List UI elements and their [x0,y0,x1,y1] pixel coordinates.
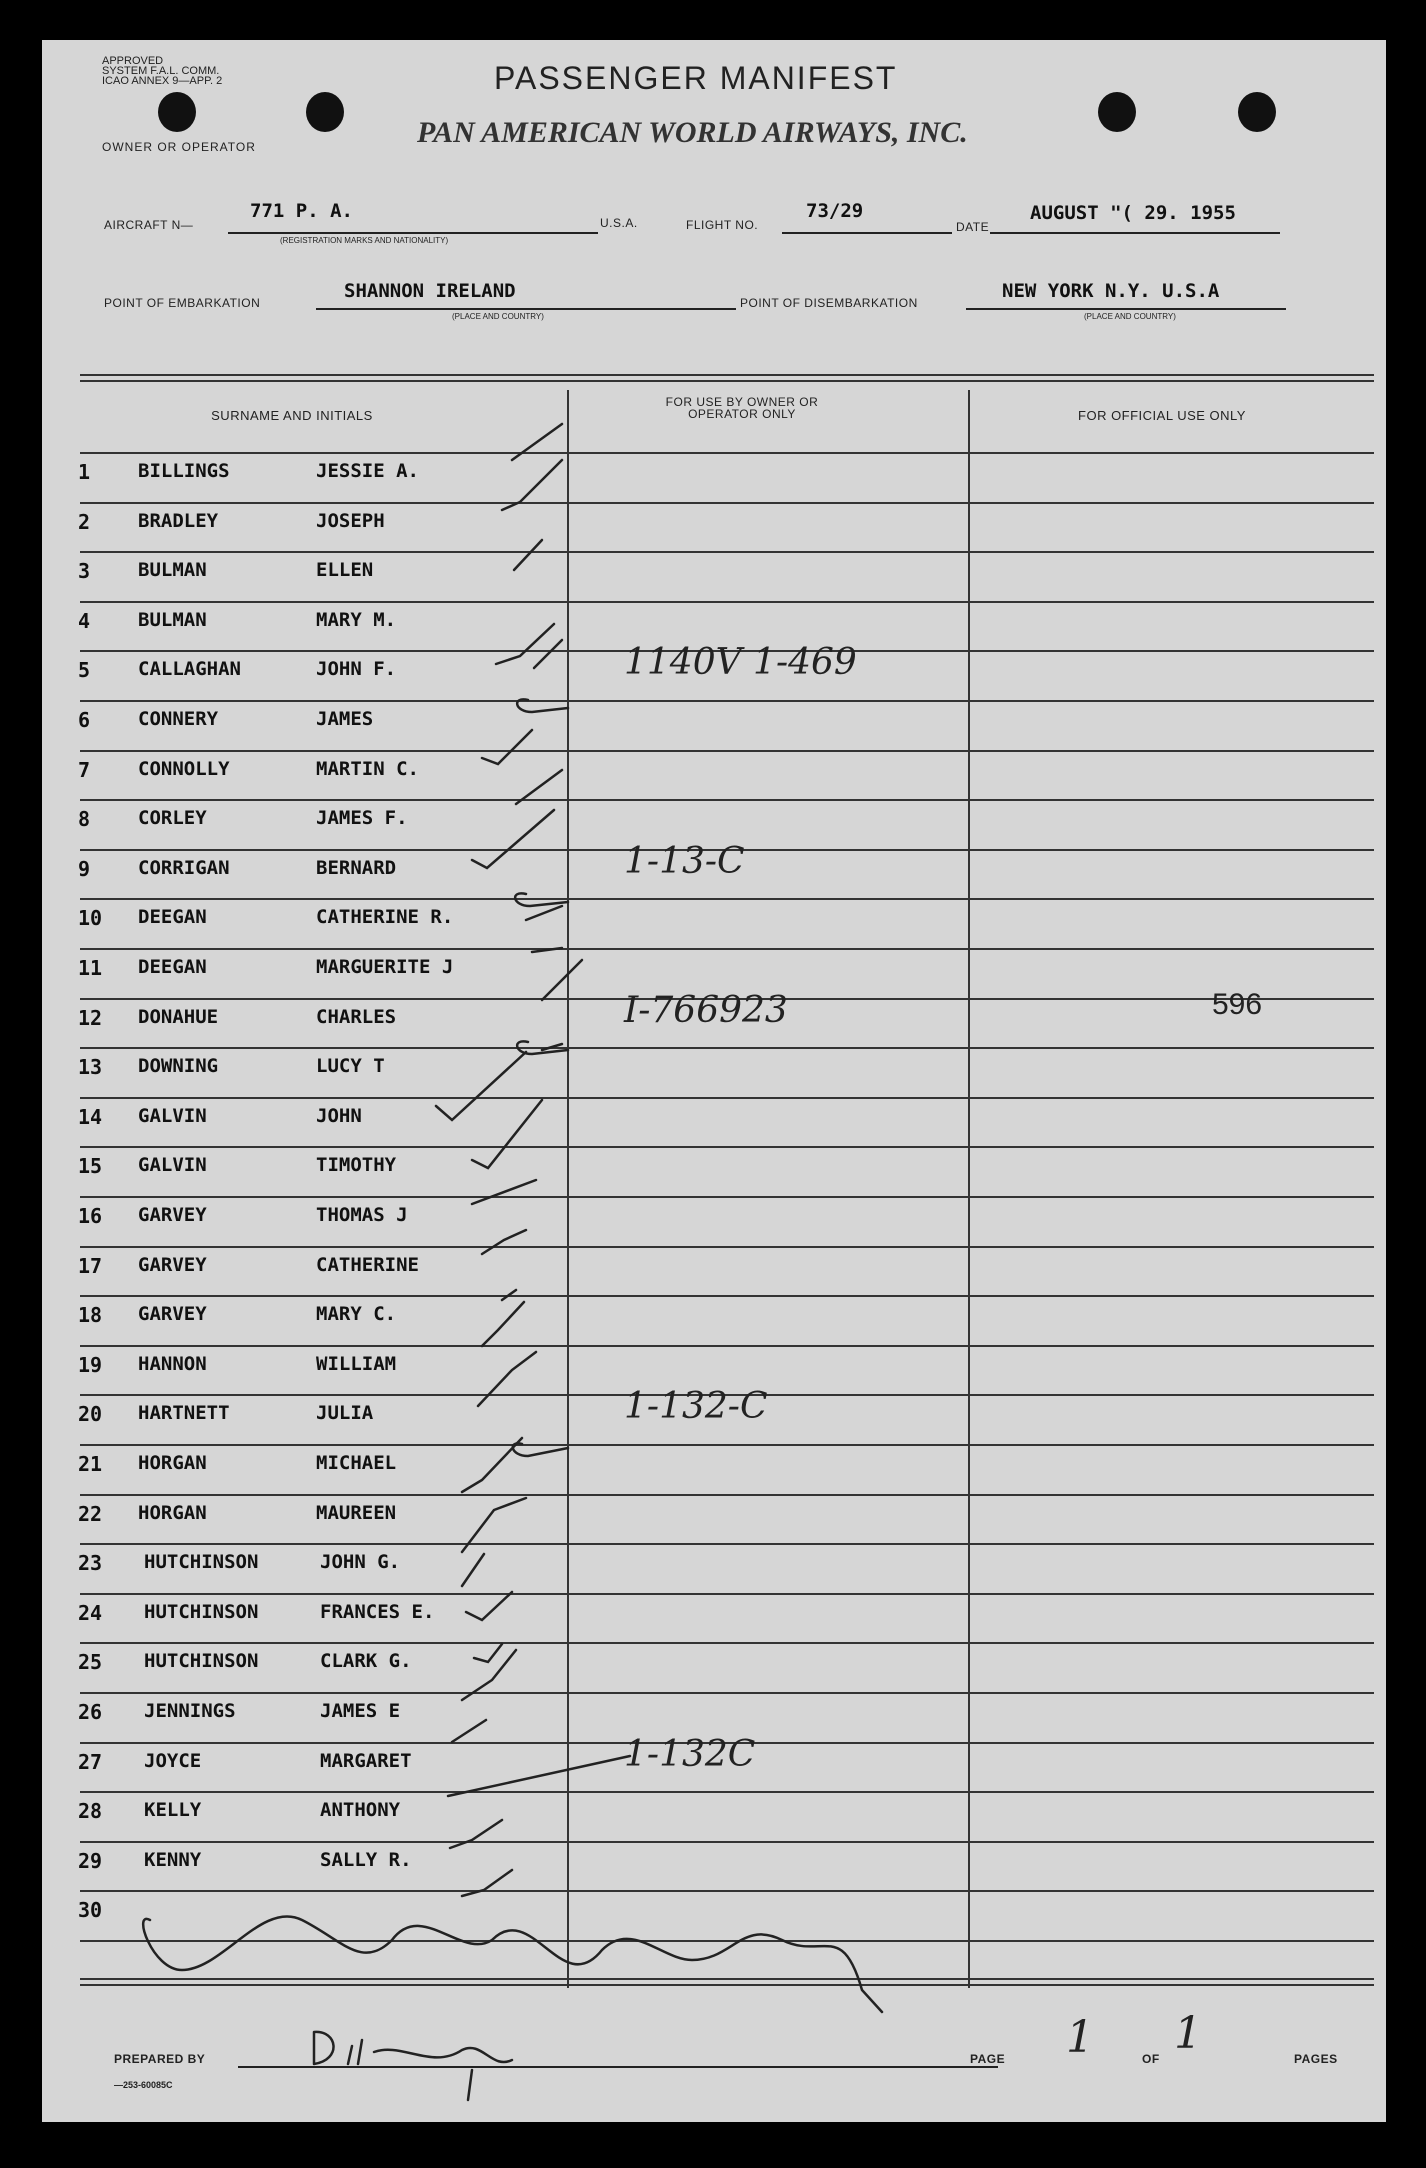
check-mark [482,1302,524,1346]
registration-note: (REGISTRATION MARKS AND NATIONALITY) [280,236,449,245]
column-official-header: FOR OFFICIAL USE ONLY [1078,408,1246,423]
row-number: 16 [78,1204,103,1228]
passenger-given-names: CATHERINE R. [316,906,454,929]
c-mark [515,893,568,906]
passenger-surname: BRADLEY [138,509,219,532]
passenger-given-names: JOSEPH [316,509,385,532]
form-code: —253-60085C [114,2080,173,2090]
check-mark [526,906,562,920]
passenger-surname: JOYCE [144,1749,202,1772]
passenger-given-names: SALLY R. [320,1848,412,1871]
passenger-given-names: MAUREEN [316,1501,397,1524]
row-number: 5 [78,658,91,683]
row-number: 27 [78,1749,103,1774]
row-number: 19 [78,1352,103,1377]
passenger-given-names: THOMAS J [316,1204,408,1226]
date-label: DATE [956,220,990,234]
owner-note: 1-132-C [624,1386,768,1428]
check-mark [450,1820,502,1848]
row-number: 9 [78,856,91,881]
passenger-surname: HANNON [138,1352,207,1375]
passenger-surname: DONAHUE [138,1005,219,1028]
passenger-surname: HORGAN [138,1501,207,1524]
row-number: 20 [78,1402,103,1427]
page-number: 1 [1066,2012,1094,2063]
owner-note: 1-132C [624,1733,756,1775]
row-number: 7 [78,757,91,782]
check-mark [534,640,562,668]
disembarkation-value: NEW YORK N.Y. U.S.A [1002,280,1220,302]
row-number: 22 [78,1501,103,1526]
check-mark [478,1352,536,1406]
passenger-surname: HUTCHINSON [144,1551,259,1574]
check-mark [436,1052,526,1120]
check-mark [466,1592,512,1620]
passenger-surname: BULMAN [138,608,207,631]
passenger-surname: HARTNETT [138,1402,230,1425]
passenger-surname: CONNOLLY [138,757,230,780]
check-mark [474,1644,502,1662]
passenger-surname: DEEGAN [138,906,207,929]
check-mark [542,960,582,1000]
check-mark [502,460,562,510]
prepared-by-label: PREPARED BY [114,2052,206,2066]
owner-label: OWNER OR OPERATOR [102,140,256,154]
row-number: 23 [78,1551,103,1576]
passenger-given-names: FRANCES E. [320,1600,435,1623]
page-label: PAGE [970,2052,1006,2066]
check-mark [472,1100,542,1168]
row-number: 14 [78,1104,103,1129]
owner-note: 1140V 1-469 [624,642,857,684]
row-number: 29 [78,1848,103,1873]
passenger-surname: BULMAN [138,559,207,582]
row-number: 6 [78,708,91,732]
date-value: AUGUST "( 29. 1955 [1030,202,1236,224]
page-total: 1 [1174,2008,1202,2059]
passenger-given-names: LUCY T [316,1055,385,1078]
check-mark [514,540,542,570]
place-note: (PLACE AND COUNTRY) [452,312,544,321]
passenger-given-names: CHARLES [316,1005,397,1028]
signature [314,2032,512,2100]
passenger-surname: KENNY [144,1848,202,1871]
owner-note: I-766923 [624,989,788,1031]
passenger-surname: JENNINGS [144,1700,236,1722]
check-mark [462,1650,516,1700]
passenger-given-names: JULIA [316,1402,374,1425]
row-number: 1 [78,460,91,484]
c-mark [513,1443,568,1456]
passenger-given-names: BERNARD [316,856,397,879]
passenger-surname: CORLEY [138,807,207,830]
passenger-surname: GALVIN [138,1154,207,1177]
row-number: 21 [78,1452,103,1476]
passenger-surname: CONNERY [138,708,219,730]
row-number: 15 [78,1154,103,1179]
passenger-surname: HUTCHINSON [144,1600,259,1623]
flight-value: 73/29 [806,200,864,222]
passenger-given-names: TIMOTHY [316,1154,397,1177]
passenger-given-names: MARY C. [316,1303,397,1326]
row-number: 26 [78,1700,103,1724]
flight-label: FLIGHT NO. [686,218,759,232]
passenger-given-names: JAMES [316,708,374,730]
embarkation-value: SHANNON IRELAND [344,280,516,302]
check-mark [462,1870,512,1896]
column-name-header: SURNAME AND INITIALS [211,408,373,423]
row-number: 4 [78,608,91,633]
passenger-surname: BILLINGS [138,460,230,482]
passenger-given-names: MARGARET [320,1749,412,1772]
passenger-surname: GALVIN [138,1104,207,1127]
passenger-given-names: MARY M. [316,608,397,631]
usa-label: U.S.A. [600,216,638,230]
embarkation-label: POINT OF EMBARKATION [104,296,261,310]
row-number: 11 [78,956,103,980]
row-number: 12 [78,1005,103,1030]
row-number: 10 [78,906,103,931]
passenger-surname: HUTCHINSON [144,1650,259,1673]
manifest-sheet [42,40,1386,2122]
check-mark [542,1044,562,1050]
passenger-surname: CORRIGAN [138,856,230,879]
row-number: 24 [78,1600,103,1625]
place-note-2: (PLACE AND COUNTRY) [1084,312,1176,321]
passenger-given-names: MICHAEL [316,1452,397,1474]
aircraft-value: 771 P. A. [250,200,353,222]
check-mark [462,1498,526,1552]
passenger-given-names: CATHERINE [316,1253,419,1276]
row-number: 18 [78,1303,103,1328]
check-mark [482,730,532,764]
row-number: 8 [78,807,91,832]
check-mark [532,948,562,952]
handwriting-layer [42,40,1386,2122]
row-number: 30 [78,1898,103,1923]
check-mark [472,810,554,868]
row-number: 28 [78,1799,103,1824]
aircraft-label: AIRCRAFT N— [104,218,194,232]
passenger-surname: KELLY [144,1799,202,1822]
passenger-given-names: MARGUERITE J [316,956,454,978]
official-note: 596 [1212,987,1263,1021]
column-owner-use-header: FOR USE BY OWNER OR OPERATOR ONLY [665,395,819,421]
row-number: 2 [78,509,91,534]
airline-name: PAN AMERICAN WORLD AIRWAYS, INC. [417,116,968,149]
approval-block: APPROVED SYSTEM F.A.L. COMM. ICAO ANNEX 9—APP. 2 [102,55,223,87]
passenger-given-names: MARTIN C. [316,757,419,780]
passenger-given-names: JESSIE A. [316,460,419,482]
check-mark [512,424,562,460]
passenger-given-names: JOHN G. [320,1551,401,1574]
of-label: OF [1142,2052,1160,2066]
owner-note: 1-13-C [624,840,745,882]
pages-label: PAGES [1294,2052,1338,2066]
passenger-given-names: CLARK G. [320,1650,412,1673]
passenger-surname: DOWNING [138,1055,219,1078]
row-number: 3 [78,559,91,584]
check-mark [472,1180,536,1204]
disembarkation-label: POINT OF DISEMBARKATION [740,296,918,310]
passenger-given-names: JAMES F. [316,807,408,830]
end-of-list-scribble [143,1916,882,2012]
passenger-surname: DEEGAN [138,956,207,978]
check-mark [502,1290,516,1300]
check-mark [452,1720,486,1742]
passenger-given-names: JAMES E [320,1700,401,1722]
passenger-surname: GARVEY [138,1303,207,1326]
passenger-surname: HORGAN [138,1452,207,1474]
row-number: 13 [78,1055,103,1080]
passenger-surname: GARVEY [138,1253,207,1276]
row-number: 17 [78,1253,103,1278]
passenger-surname: GARVEY [138,1204,207,1226]
passenger-given-names: WILLIAM [316,1352,397,1375]
c-mark [517,699,568,712]
passenger-given-names: JOHN [316,1104,362,1127]
passenger-given-names: ANTHONY [320,1799,401,1822]
check-mark [482,1230,526,1254]
check-mark [462,1554,484,1586]
passenger-given-names: ELLEN [316,559,374,582]
page-title: PASSENGER MANIFEST [494,60,898,96]
row-number: 25 [78,1650,103,1675]
passenger-surname: CALLAGHAN [138,658,241,681]
check-mark [448,1756,630,1796]
check-mark [516,770,562,804]
passenger-given-names: JOHN F. [316,658,397,681]
